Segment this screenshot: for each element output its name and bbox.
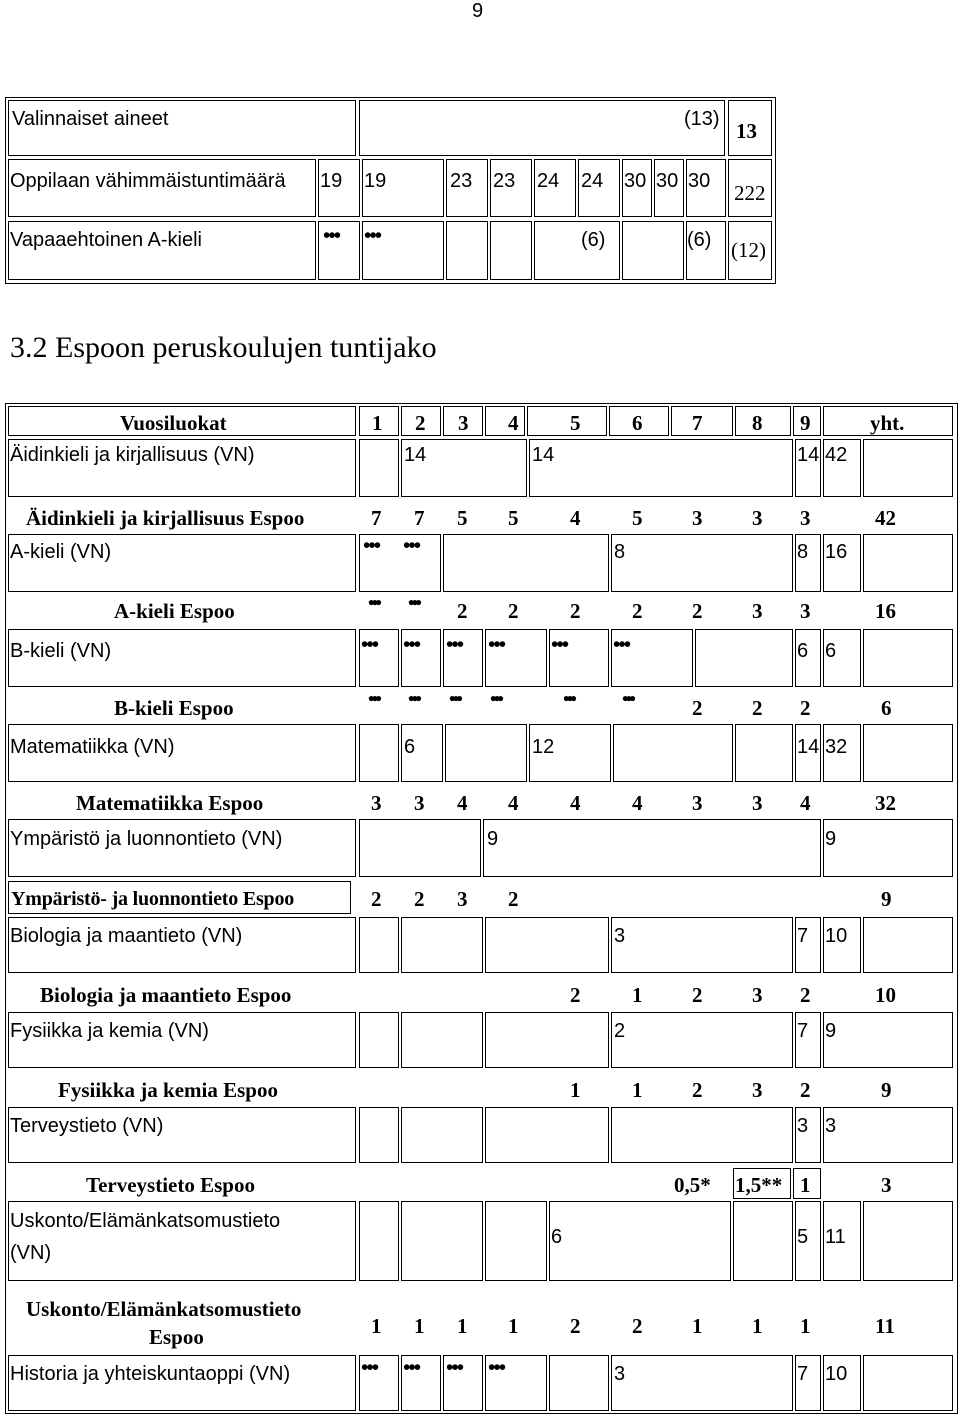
total-value: 42 bbox=[875, 506, 896, 530]
cell-value: 8 bbox=[797, 541, 809, 563]
header-cell bbox=[485, 406, 525, 436]
marker-dots: ••• bbox=[368, 689, 379, 710]
cell-value: 7 bbox=[371, 506, 382, 530]
row-label: Matematiikka (VN) bbox=[10, 736, 175, 758]
row-label: Äidinkieli ja kirjallisuus Espoo bbox=[26, 506, 305, 530]
cell-value: 3 bbox=[371, 791, 382, 815]
table-row bbox=[6, 818, 957, 879]
marker-dots: ••• bbox=[446, 1355, 463, 1379]
table-row bbox=[6, 689, 957, 723]
cell-value: 24 bbox=[537, 170, 560, 192]
cell-value: 2 bbox=[371, 887, 382, 911]
row-label: Matematiikka Espoo bbox=[76, 791, 264, 815]
cell-value: 3 bbox=[752, 983, 763, 1007]
marker-dots: ••• bbox=[361, 1355, 378, 1379]
top-table bbox=[5, 97, 776, 284]
grade-6: 6 bbox=[632, 411, 643, 435]
cell-value: 1 bbox=[371, 1314, 382, 1338]
value-cell bbox=[863, 439, 953, 497]
cell-value: 10 bbox=[825, 925, 848, 947]
total-header: yht. bbox=[870, 411, 905, 435]
cell-value: 3 bbox=[614, 925, 626, 947]
cell-value: 1,5** bbox=[735, 1173, 783, 1197]
total-value: 3 bbox=[881, 1173, 892, 1197]
cell-value: 4 bbox=[570, 506, 581, 530]
value-cell bbox=[401, 1107, 483, 1163]
cell-value: 2 bbox=[692, 1078, 703, 1102]
value-cell bbox=[446, 221, 488, 280]
cell-value: 8 bbox=[614, 541, 626, 563]
cell-value: 1 bbox=[800, 1173, 811, 1197]
grade-4: 4 bbox=[508, 411, 519, 435]
cell-value: 11 bbox=[825, 1226, 846, 1248]
table-row bbox=[6, 533, 957, 594]
page-number: 9 bbox=[472, 0, 484, 22]
cell-value: 3 bbox=[825, 1115, 837, 1137]
value-cell bbox=[485, 1107, 609, 1163]
cell-value: 9 bbox=[487, 828, 499, 850]
marker-dots: ••• bbox=[363, 533, 380, 557]
value-cell bbox=[485, 917, 609, 973]
cell-value: (6) bbox=[687, 229, 712, 251]
row-label: A-kieli (VN) bbox=[10, 541, 112, 563]
row-label: Fysiikka ja kemia (VN) bbox=[10, 1020, 209, 1042]
value-cell bbox=[485, 1012, 609, 1068]
value-cell bbox=[613, 724, 733, 782]
value-cell bbox=[359, 917, 399, 973]
value-cell bbox=[622, 221, 684, 280]
row-label: Terveystieto (VN) bbox=[10, 1115, 164, 1137]
marker-dots: ••• bbox=[408, 689, 419, 710]
cell-value: 1 bbox=[632, 1078, 643, 1102]
cell-value: 0,5* bbox=[674, 1173, 711, 1197]
table-row bbox=[6, 977, 957, 1011]
cell-value: 3 bbox=[414, 791, 425, 815]
marker-dots: ••• bbox=[490, 689, 501, 710]
cell-value: 3 bbox=[752, 791, 763, 815]
cell-value: 19 bbox=[320, 170, 343, 192]
cell-value: 1 bbox=[752, 1314, 763, 1338]
cell-value: 2 bbox=[632, 1314, 643, 1338]
row-label: Fysiikka ja kemia Espoo bbox=[58, 1078, 278, 1102]
row-label: A-kieli Espoo bbox=[114, 599, 235, 623]
cell-value: 1 bbox=[508, 1314, 519, 1338]
value-cell bbox=[359, 1012, 399, 1068]
cell-value: 3 bbox=[800, 506, 811, 530]
table-row bbox=[6, 916, 957, 977]
total-value: 9 bbox=[881, 887, 892, 911]
value-cell bbox=[549, 1355, 609, 1411]
cell-value: 3 bbox=[752, 599, 763, 623]
cell-value: 1 bbox=[414, 1314, 425, 1338]
row-label: Biologia ja maantieto Espoo bbox=[40, 983, 292, 1007]
marker-dots: ••• bbox=[403, 1355, 420, 1379]
cell-value: 6 bbox=[404, 736, 416, 758]
cell-value: 3 bbox=[614, 1363, 626, 1385]
main-table bbox=[5, 403, 958, 1414]
value-cell bbox=[611, 534, 793, 592]
total-value: 16 bbox=[875, 599, 896, 623]
cell-value: 7 bbox=[797, 1363, 809, 1385]
cell-value: 2 bbox=[570, 599, 581, 623]
value-cell bbox=[490, 221, 532, 280]
value-cell bbox=[483, 819, 821, 877]
table-row bbox=[6, 594, 957, 628]
row-label: Terveystieto Espoo bbox=[86, 1173, 255, 1197]
cell-value: 3 bbox=[752, 1078, 763, 1102]
marker-dots: ••• bbox=[361, 632, 378, 656]
value-cell bbox=[529, 439, 793, 497]
cell-value: 5 bbox=[508, 506, 519, 530]
cell-value: 4 bbox=[800, 791, 811, 815]
cell-value: 2 bbox=[508, 887, 519, 911]
value-cell bbox=[534, 221, 620, 280]
cell-value: 5 bbox=[457, 506, 468, 530]
value-cell bbox=[485, 1201, 547, 1281]
table-row bbox=[6, 879, 957, 916]
value-cell bbox=[359, 100, 725, 156]
cell-value: 2 bbox=[508, 599, 519, 623]
row-label: Biologia ja maantieto (VN) bbox=[10, 925, 243, 947]
row-label: Vapaaehtoinen A-kieli bbox=[10, 229, 202, 251]
cell-value: 2 bbox=[614, 1020, 626, 1042]
value-cell bbox=[359, 724, 399, 782]
total-cell bbox=[823, 1107, 953, 1163]
cell-value: (13) bbox=[684, 108, 720, 130]
cell-value: 6 bbox=[825, 640, 837, 662]
cell-value: 14 bbox=[797, 444, 820, 466]
header-cell bbox=[735, 406, 791, 436]
cell-value: 7 bbox=[414, 506, 425, 530]
value-cell bbox=[863, 1201, 953, 1281]
table-row bbox=[6, 499, 957, 533]
cell-value: 4 bbox=[457, 791, 468, 815]
cell-value: 1 bbox=[570, 1078, 581, 1102]
value-cell bbox=[359, 1107, 399, 1163]
cell-value: 3 bbox=[692, 506, 703, 530]
row-label: Äidinkieli ja kirjallisuus (VN) bbox=[10, 444, 255, 466]
cell-value: 2 bbox=[632, 599, 643, 623]
table-row bbox=[6, 158, 775, 220]
table-row bbox=[6, 1200, 957, 1284]
value-cell bbox=[401, 1012, 483, 1068]
cell-value: 14 bbox=[797, 736, 820, 758]
value-cell bbox=[359, 819, 481, 877]
grade-8: 8 bbox=[752, 411, 763, 435]
section-heading: 3.2 Espoon peruskoulujen tuntijako bbox=[10, 331, 437, 364]
cell-value: 3 bbox=[752, 506, 763, 530]
row-label: B-kieli Espoo bbox=[114, 696, 234, 720]
cell-value: 2 bbox=[414, 887, 425, 911]
marker-dots: ••• bbox=[403, 632, 420, 656]
table-row bbox=[6, 1354, 957, 1413]
marker-dots: ••• bbox=[622, 689, 633, 710]
cell-value: 4 bbox=[632, 791, 643, 815]
table-row bbox=[6, 220, 775, 283]
value-cell bbox=[611, 1012, 793, 1068]
cell-value: 19 bbox=[364, 170, 387, 192]
cell-value: 3 bbox=[800, 599, 811, 623]
cell-value: 1 bbox=[632, 983, 643, 1007]
table-row bbox=[6, 1011, 957, 1072]
value-cell bbox=[359, 1201, 399, 1281]
value-cell bbox=[611, 1107, 793, 1163]
total-value: 11 bbox=[875, 1314, 895, 1338]
cell-value: 2 bbox=[752, 696, 763, 720]
cell-value: 9 bbox=[825, 1020, 837, 1042]
cell-value: 7 bbox=[797, 925, 809, 947]
row-label: Ympäristö ja luonnontieto (VN) bbox=[10, 828, 283, 850]
marker-dots: ••• bbox=[368, 593, 379, 614]
grade-9: 9 bbox=[800, 411, 811, 435]
cell-value: 7 bbox=[797, 1020, 809, 1042]
cell-value: 23 bbox=[450, 170, 473, 192]
table-row bbox=[6, 438, 957, 499]
marker-dots: ••• bbox=[446, 632, 463, 656]
table-row bbox=[6, 723, 957, 784]
value-cell bbox=[359, 439, 399, 497]
cell-value: 23 bbox=[493, 170, 516, 192]
marker-dots: ••• bbox=[488, 1355, 505, 1379]
marker-dots: ••• bbox=[323, 223, 340, 247]
row-label-line: (VN) bbox=[10, 1242, 52, 1264]
cell-value: 3 bbox=[457, 887, 468, 911]
marker-dots: ••• bbox=[563, 689, 574, 710]
value-cell bbox=[443, 534, 609, 592]
marker-dots: ••• bbox=[403, 533, 420, 557]
total-value: 6 bbox=[881, 696, 892, 720]
cell-value: 2 bbox=[570, 1314, 581, 1338]
row-label-line: Uskonto/Elämänkatsomustieto bbox=[10, 1210, 281, 1232]
value-cell bbox=[549, 1201, 731, 1281]
value-cell bbox=[863, 917, 953, 973]
value-cell bbox=[863, 1355, 953, 1411]
cell-value: 6 bbox=[551, 1226, 563, 1248]
cell-value: 2 bbox=[800, 983, 811, 1007]
total-value: 9 bbox=[881, 1078, 892, 1102]
value-cell bbox=[735, 724, 793, 782]
total-cell bbox=[823, 819, 953, 877]
cell-value: 16 bbox=[825, 541, 848, 563]
cell-value: 3 bbox=[692, 791, 703, 815]
cell-value: 2 bbox=[570, 983, 581, 1007]
total-value: 10 bbox=[875, 983, 896, 1007]
value-cell bbox=[611, 1355, 793, 1411]
table-row bbox=[6, 1284, 957, 1354]
cell-value: 9 bbox=[825, 828, 837, 850]
cell-value: 2 bbox=[800, 1078, 811, 1102]
cell-value: 30 bbox=[624, 170, 647, 192]
total-cell bbox=[823, 1012, 953, 1068]
grade-5: 5 bbox=[570, 411, 581, 435]
table-row bbox=[6, 98, 775, 158]
cell-value: 30 bbox=[688, 170, 711, 192]
row-label-line: Uskonto/Elämänkatsomustieto bbox=[26, 1297, 302, 1321]
cell-value: 42 bbox=[825, 444, 848, 466]
row-label: Oppilaan vähimmäistuntimäärä bbox=[10, 170, 286, 192]
row-label: B-kieli (VN) bbox=[10, 640, 112, 662]
table-row bbox=[6, 1167, 957, 1200]
table-row bbox=[6, 1072, 957, 1106]
cell-value: 5 bbox=[632, 506, 643, 530]
cell-value: 32 bbox=[825, 736, 848, 758]
marker-dots: ••• bbox=[551, 632, 568, 656]
cell-value: 10 bbox=[825, 1363, 848, 1385]
cell-value: 6 bbox=[797, 640, 809, 662]
cell-value: 2 bbox=[692, 696, 703, 720]
value-cell bbox=[611, 917, 793, 973]
value-cell bbox=[695, 629, 793, 687]
grade-3: 3 bbox=[458, 411, 469, 435]
row-label: Historia ja yhteiskuntaoppi (VN) bbox=[10, 1363, 291, 1385]
header-row bbox=[6, 404, 957, 438]
cell-value: 4 bbox=[508, 791, 519, 815]
cell-value: 14 bbox=[404, 444, 427, 466]
value-cell bbox=[863, 629, 953, 687]
value-cell bbox=[733, 1201, 793, 1281]
marker-dots: ••• bbox=[408, 593, 419, 614]
table-row bbox=[6, 784, 957, 818]
total-value: 13 bbox=[736, 119, 757, 143]
cell-value: 2 bbox=[457, 599, 468, 623]
cell-value: 5 bbox=[797, 1226, 809, 1248]
total-value: 222 bbox=[734, 181, 766, 205]
cell-value: 2 bbox=[800, 696, 811, 720]
cell-value: 1 bbox=[692, 1314, 703, 1338]
grade-1: 1 bbox=[372, 411, 383, 435]
cell-value: 1 bbox=[800, 1314, 811, 1338]
header-label: Vuosiluokat bbox=[120, 411, 227, 435]
cell-value: 12 bbox=[532, 736, 555, 758]
value-cell bbox=[863, 534, 953, 592]
cell-value: 1 bbox=[457, 1314, 468, 1338]
marker-dots: ••• bbox=[364, 223, 381, 247]
cell-value: (6) bbox=[581, 229, 606, 251]
row-label: Valinnaiset aineet bbox=[12, 108, 169, 130]
header-cell bbox=[527, 406, 607, 436]
cell-value: 4 bbox=[570, 791, 581, 815]
cell-value: 24 bbox=[581, 170, 604, 192]
cell-value: 2 bbox=[692, 983, 703, 1007]
marker-dots: ••• bbox=[613, 632, 630, 656]
value-cell bbox=[401, 917, 483, 973]
table-row bbox=[6, 1106, 957, 1167]
row-label-line: Espoo bbox=[149, 1325, 204, 1349]
cell-value: 30 bbox=[656, 170, 679, 192]
cell-value: 3 bbox=[797, 1115, 809, 1137]
grade-2: 2 bbox=[415, 411, 426, 435]
row-label: Ympäristö- ja luonnontieto Espoo bbox=[11, 888, 295, 910]
cell-value: 2 bbox=[692, 599, 703, 623]
value-cell bbox=[445, 724, 527, 782]
value-cell bbox=[401, 1201, 483, 1281]
total-value: (12) bbox=[731, 238, 766, 262]
marker-dots: ••• bbox=[449, 689, 460, 710]
grade-7: 7 bbox=[692, 411, 703, 435]
total-value: 32 bbox=[875, 791, 896, 815]
marker-dots: ••• bbox=[488, 632, 505, 656]
value-cell bbox=[863, 724, 953, 782]
cell-value: 14 bbox=[532, 444, 555, 466]
table-row bbox=[6, 628, 957, 689]
